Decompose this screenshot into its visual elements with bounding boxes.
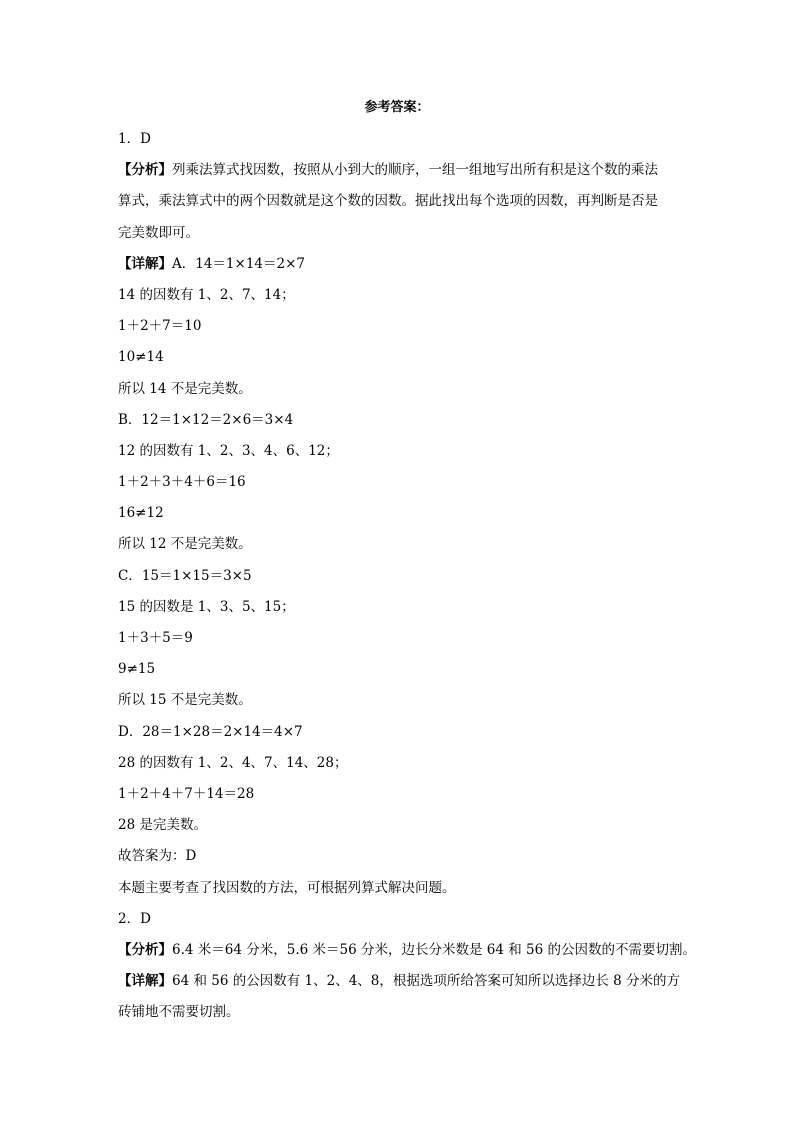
line-text: 28 是完美数。 xyxy=(118,817,207,834)
line-text: 列乘法算式找因数，按照从小到大的顺序，一组一组地写出所有积是这个数的乘法 xyxy=(172,162,658,179)
text-line xyxy=(118,810,698,841)
section-tag: 【详解】 xyxy=(118,973,172,990)
line-text: 砖铺地不需要切割。 xyxy=(118,1004,240,1021)
text-line xyxy=(118,124,698,155)
line-text: 1＋2＋3＋4＋6＝16 xyxy=(118,474,246,491)
text-line xyxy=(118,280,698,311)
text-line xyxy=(118,311,698,342)
text-line xyxy=(118,966,698,997)
text-line xyxy=(118,873,698,904)
text-line xyxy=(118,374,698,405)
text-line xyxy=(118,997,698,1028)
text-line xyxy=(118,467,698,498)
text-line xyxy=(118,748,698,779)
line-text: 9≠15 xyxy=(118,661,156,678)
line-text: 故答案为：D xyxy=(118,848,197,865)
section-tag: 【分析】 xyxy=(118,162,172,179)
text-line xyxy=(118,623,698,654)
text-line xyxy=(118,342,698,373)
section-tag: 【详解】 xyxy=(118,255,172,272)
line-text: 1．D xyxy=(118,131,151,147)
text-line xyxy=(118,935,698,966)
text-line xyxy=(118,561,698,592)
line-text: 12 的因数有 1、2、3、4、6、12； xyxy=(118,442,339,459)
line-text: 所以 15 不是完美数。 xyxy=(118,692,252,709)
text-line xyxy=(118,218,698,249)
text-line xyxy=(118,498,698,529)
text-line xyxy=(118,249,698,280)
text-line xyxy=(118,904,698,935)
line-text: 14 的因数有 1、2、7、14； xyxy=(118,286,295,303)
line-text: B．12＝1×12＝2×6＝3×4 xyxy=(118,411,294,428)
line-text: 16≠12 xyxy=(118,505,164,522)
line-text: 算式，乘法算式中的两个因数就是这个数的因数。据此找出每个选项的因数，再判断是否是 xyxy=(118,193,658,210)
text-line xyxy=(118,155,698,186)
line-text: 1＋2＋4＋7＋14＝28 xyxy=(118,785,255,802)
line-text: 完美数即可。 xyxy=(118,224,199,241)
line-text: 1＋2＋7＝10 xyxy=(118,318,202,335)
line-text: D．28＝1×28＝2×14＝4×7 xyxy=(118,723,303,740)
text-line xyxy=(118,592,698,623)
line-text: A．14＝1×14＝2×7 xyxy=(172,255,305,272)
line-text: 本题主要考查了找因数的方法，可根据列算式解决问题。 xyxy=(118,879,456,896)
line-text: 64 和 56 的公因数有 1、2、4、8，根据选项所给答案可知所以选择边长 8 分米的方 xyxy=(172,973,681,990)
line-text: 所以 14 不是完美数。 xyxy=(118,380,252,397)
text-line xyxy=(118,717,698,748)
line-text: C．15＝1×15＝3×5 xyxy=(118,567,252,584)
section-tag: 【分析】 xyxy=(118,941,172,958)
text-line xyxy=(118,529,698,560)
text-line xyxy=(118,841,698,872)
text-line xyxy=(118,186,698,217)
line-text: 15 的因数是 1、3、5、15； xyxy=(118,598,295,615)
text-line xyxy=(118,654,698,685)
line-text: 10≠14 xyxy=(118,349,164,366)
text-line xyxy=(118,436,698,467)
line-text: 28 的因数有 1、2、4、7、14、28； xyxy=(118,754,348,771)
text-line xyxy=(118,779,698,810)
line-text: 所以 12 不是完美数。 xyxy=(118,536,252,553)
answer-key-title: 参考答案： xyxy=(364,100,430,115)
line-text: 2．D xyxy=(118,910,151,927)
line-text: 1＋3＋5＝9 xyxy=(118,630,193,646)
line-text: 6.4 米＝64 分米，5.6 米＝56 分米，边长分米数是 64 和 56 的公因数的不需要切割。 xyxy=(172,941,696,958)
answer-body xyxy=(118,124,698,1028)
text-line xyxy=(118,405,698,436)
text-line xyxy=(118,685,698,716)
